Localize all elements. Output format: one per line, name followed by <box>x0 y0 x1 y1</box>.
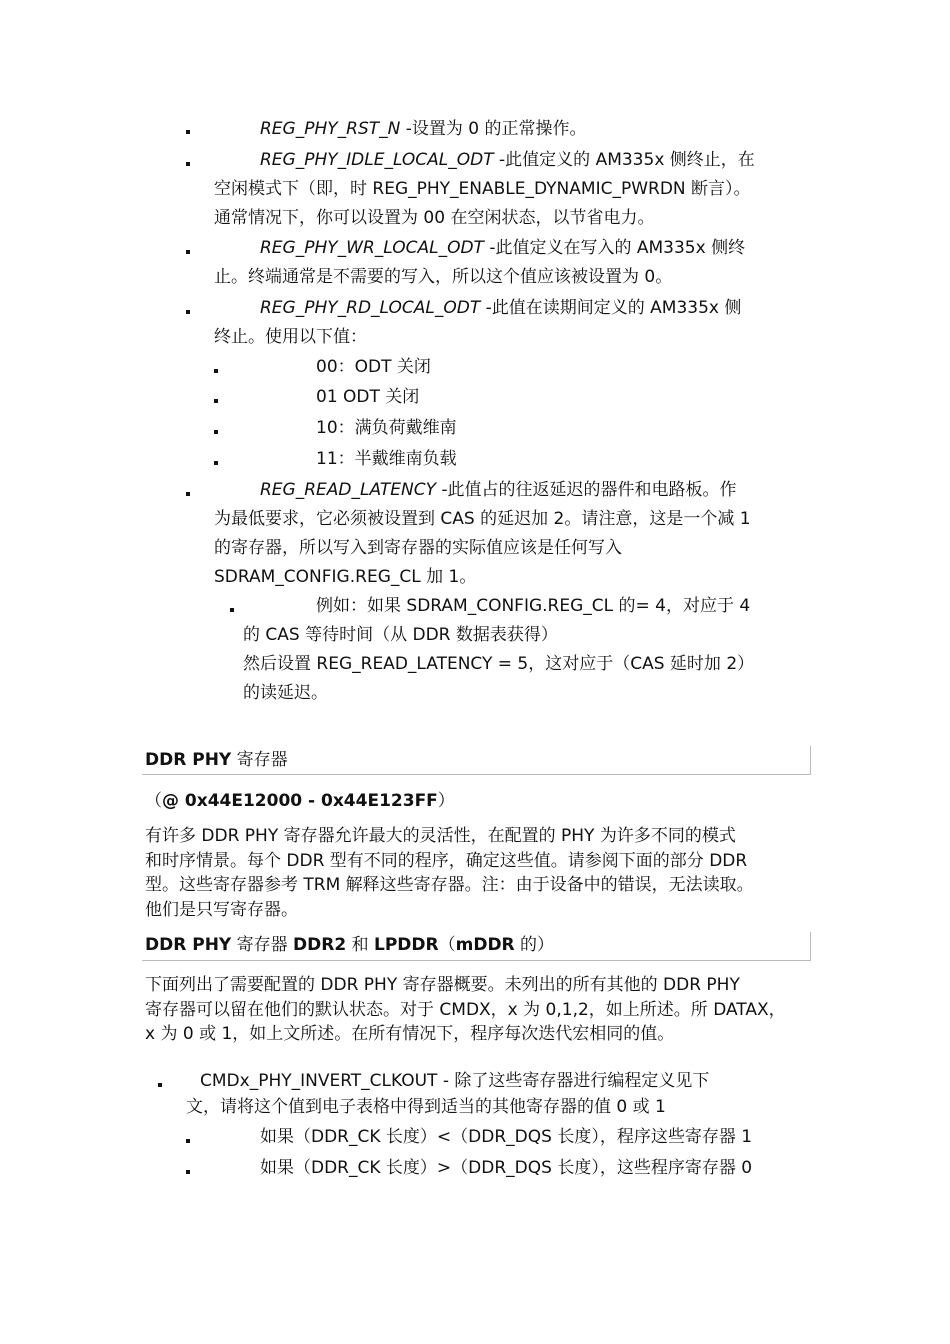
list-item-text: 然后设置 REG_READ_LATENCY = 5，这对应于（CAS 延时加 2） <box>243 654 755 674</box>
paragraph-line: 有许多 DDR PHY 寄存器允许最大的灵活性，在配置的 PHY 为许多不同的模式 <box>145 826 736 846</box>
paragraph-line: 寄存器可以留在他们的默认状态。对于 CMDX，x 为 0,1,2，如上所述。所 DATAX， <box>145 1000 786 1020</box>
list-item-text: 文，请将这个值到电子表格中得到适当的其他寄存器的值 0 或 1 <box>186 1097 666 1117</box>
section-heading: DDR PHY 寄存器 DDR2 和 LPDDR（mDDR 的） <box>145 935 555 955</box>
bullet-marker <box>230 608 234 612</box>
list-item: REG_READ_LATENCY -此值占的往返延迟的器件和电路板。作 <box>260 480 737 500</box>
bullet-marker <box>186 1170 190 1174</box>
list-item: REG_PHY_WR_LOCAL_ODT -此值定义在写入的 AM335x 侧终 <box>260 238 746 258</box>
bullet-marker <box>214 430 218 434</box>
list-item-text: 止。终端通常是不需要的写入，所以这个值应该被设置为 0。 <box>214 267 673 287</box>
list-item: REG_PHY_RD_LOCAL_ODT -此值在读期间定义的 AM335x 侧 <box>260 298 742 318</box>
list-item-text: 的读延迟。 <box>243 683 328 703</box>
list-item: 如果（DDR_CK 长度）>（DDR_DQS 长度），这些程序寄存器 0 <box>260 1158 753 1178</box>
list-item-text: 通常情况下，你可以设置为 00 在空闲状态，以节省电力。 <box>214 208 655 228</box>
list-item-text: 的 CAS 等待时间（从 DDR 数据表获得） <box>243 625 558 645</box>
list-item: REG_PHY_IDLE_LOCAL_ODT -此值定义的 AM335x 侧终止，在 <box>260 150 755 170</box>
paragraph-line: 他们是只写寄存器。 <box>145 900 298 920</box>
bullet-marker <box>158 1083 162 1087</box>
bullet-marker <box>186 130 190 134</box>
bullet-marker <box>186 310 190 314</box>
list-item: 00：ODT 关闭 <box>316 357 431 377</box>
list-item: 01 ODT 关闭 <box>316 387 420 407</box>
bullet-marker <box>186 250 190 254</box>
list-item-text: 空闲模式下（即，时 REG_PHY_ENABLE_DYNAMIC_PWRDN 断言）。 <box>214 179 751 199</box>
bullet-marker <box>214 461 218 465</box>
list-item: CMDx_PHY_INVERT_CLKOUT - 除了这些寄存器进行编程定义见下 <box>200 1071 710 1091</box>
list-item: REG_PHY_RST_N -设置为 0 的正常操作。 <box>260 119 587 139</box>
list-item-text: 终止。使用以下值： <box>214 327 367 347</box>
list-item-text: SDRAM_CONFIG.REG_CL 加 1。 <box>214 567 477 587</box>
section-heading: DDR PHY 寄存器 <box>145 750 288 770</box>
list-item-text: 为最低要求，它必须被设置到 CAS 的延迟加 2。请注意，这是一个减 1 <box>214 509 751 529</box>
bullet-marker <box>186 492 190 496</box>
list-item: 例如：如果 SDRAM_CONFIG.REG_CL 的= 4，对应于 4 <box>316 596 751 616</box>
bullet-marker <box>186 162 190 166</box>
list-item: 如果（DDR_CK 长度）<（DDR_DQS 长度），程序这些寄存器 1 <box>260 1127 753 1147</box>
paragraph-line: 型。这些寄存器参考 TRM 解释这些寄存器。注：由于设备中的错误，无法读取。 <box>145 875 754 895</box>
bullet-marker <box>214 369 218 373</box>
paragraph-line: 下面列出了需要配置的 DDR PHY 寄存器概要。未列出的所有其他的 DDR PHY <box>145 975 740 995</box>
paragraph-line: x 为 0 或 1，如上文所述。在所有情况下，程序每次迭代宏相同的值。 <box>145 1024 675 1044</box>
list-item-text: 的寄存器，所以写入到寄存器的实际值应该是任何写入 <box>214 538 622 558</box>
list-item: 10：满负荷戴维南 <box>316 418 457 438</box>
paragraph-line: 和时序情景。每个 DDR 型有不同的程序，确定这些值。请参阅下面的部分 DDR <box>145 851 748 871</box>
address-range: （@ 0x44E12000 - 0x44E123FF） <box>145 791 455 811</box>
list-item: 11：半戴维南负载 <box>316 449 457 469</box>
bullet-marker <box>214 399 218 403</box>
bullet-marker <box>186 1139 190 1143</box>
